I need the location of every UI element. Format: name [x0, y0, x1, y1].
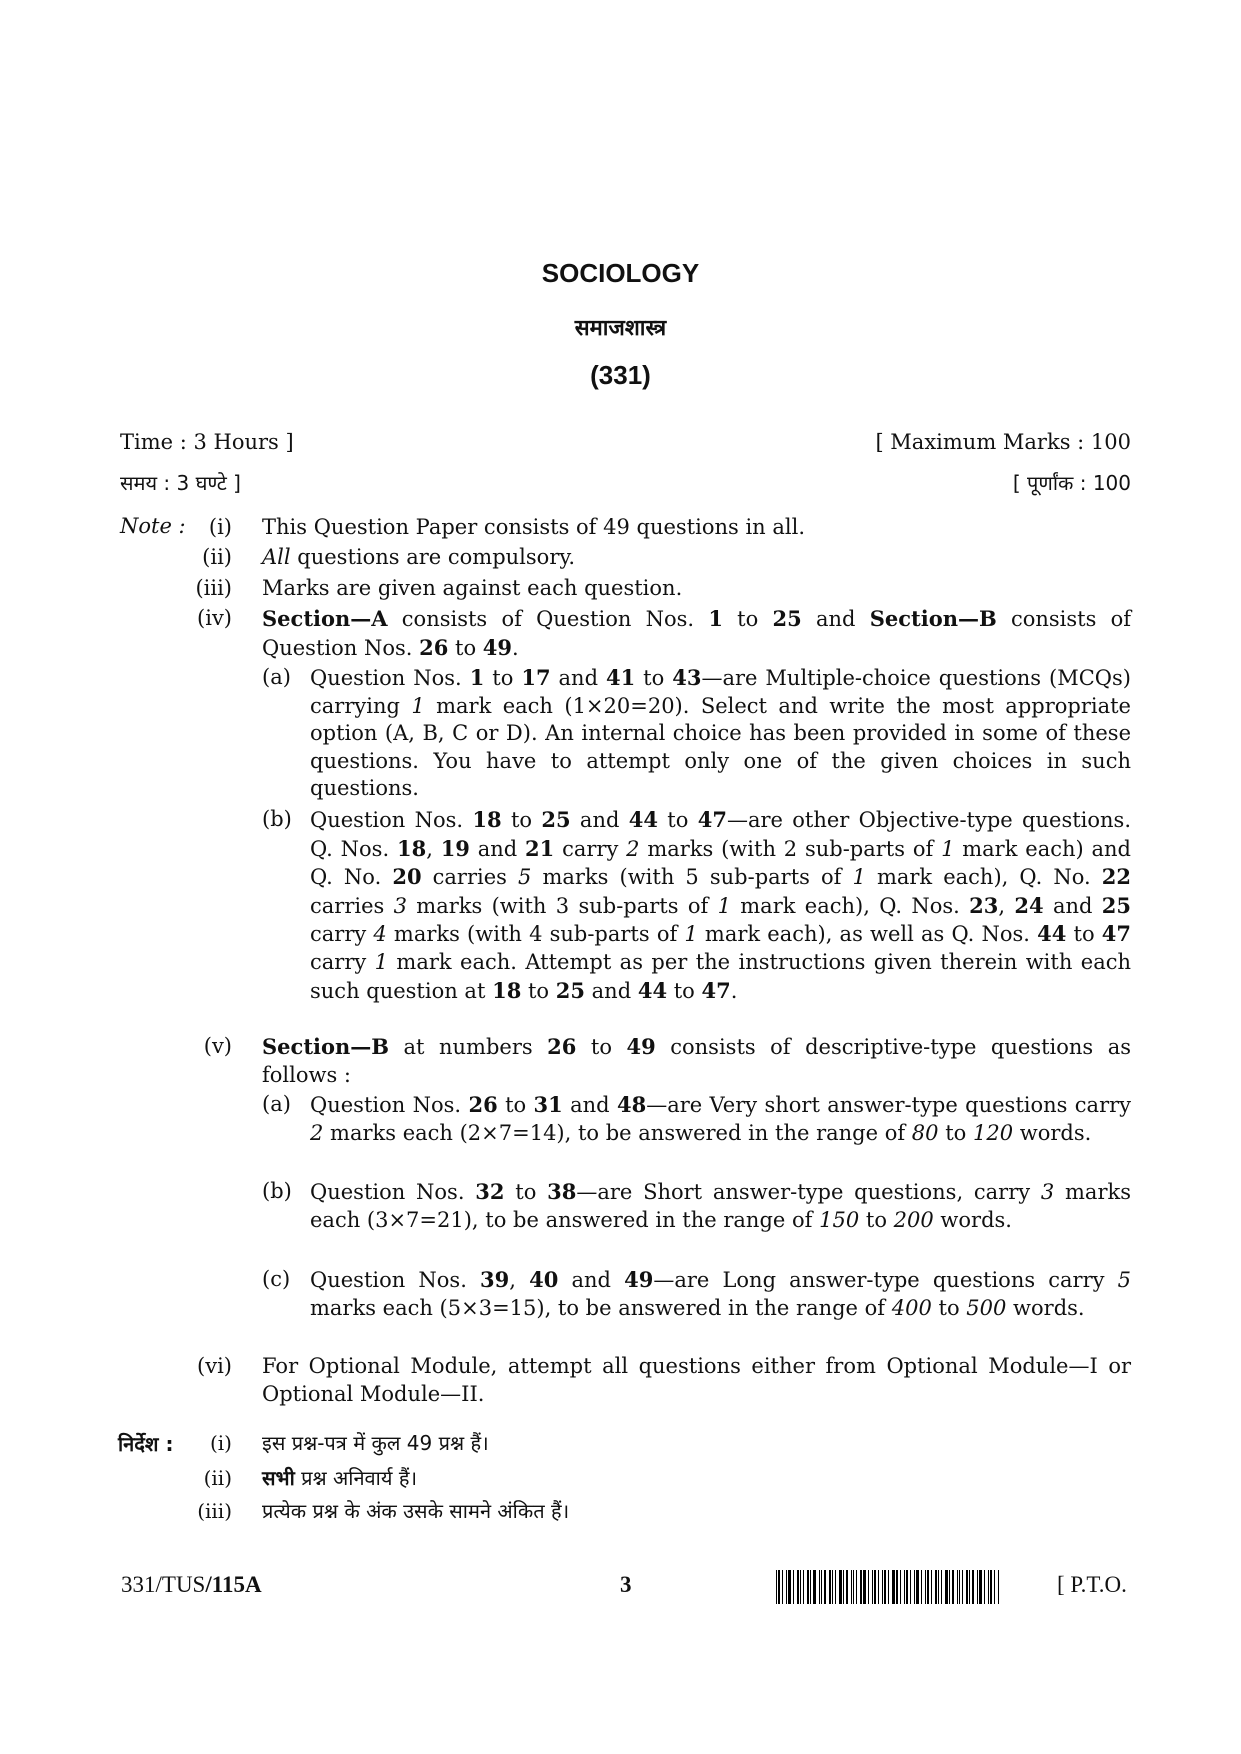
text-run: —are Very short answer-type questions carry: [646, 1093, 1132, 1117]
barcode-bar: [984, 1570, 985, 1604]
text-run: and: [562, 1093, 617, 1117]
hindi-instructions-label: निर्देश :: [118, 1432, 174, 1456]
paper-code: [121, 1572, 262, 1598]
text-run: 18: [492, 977, 522, 1003]
subject-title: SOCIOLOGY: [541, 258, 700, 288]
text-run: 1: [411, 693, 425, 718]
text-run: 47: [697, 807, 727, 832]
text-run: 25: [555, 977, 585, 1003]
instruction-number: (v): [203, 1034, 232, 1058]
text-run: 4: [373, 922, 387, 947]
text-run: —are Short answer-type questions, carry: [576, 1180, 1041, 1204]
instruction-text: [310, 806, 1131, 1005]
text-run: 1: [684, 922, 698, 947]
barcode-bar: [914, 1570, 915, 1604]
text-run: to: [484, 666, 522, 690]
text-run: 23: [969, 892, 999, 918]
text-run: Section—B: [869, 606, 997, 631]
barcode-bar: [782, 1570, 783, 1604]
text-run: words.: [1006, 1295, 1085, 1320]
time-label-hindi: समय : 3 घण्टे ]: [120, 471, 241, 495]
text-run: marks (with 3 sub-parts of: [406, 893, 718, 918]
text-run: 150: [819, 1207, 860, 1232]
barcode-bar: [941, 1570, 942, 1604]
barcode-bar: [860, 1570, 862, 1604]
text-run: प्रश्न अनिवार्य हैं।: [294, 1466, 418, 1490]
text-run: For Optional Module, attempt all questions either from Optional Module—I or Optional Module—II.: [262, 1354, 1131, 1406]
barcode-bar: [935, 1570, 937, 1604]
instruction-number: (b): [262, 807, 292, 831]
instruction-text: [310, 664, 1131, 803]
time-label: Time : 3 Hours ]: [120, 430, 294, 454]
text-run: All: [262, 545, 291, 569]
barcode-bar: [813, 1570, 816, 1604]
text-run: 38: [547, 1179, 577, 1204]
text-run: 39: [480, 1267, 510, 1292]
barcode-bar: [824, 1570, 826, 1604]
barcode-bar: [969, 1570, 970, 1604]
text-run: 25: [1101, 892, 1131, 918]
barcode-bar: [863, 1570, 866, 1604]
text-run: 44: [1037, 921, 1067, 947]
text-run: 44: [628, 807, 658, 832]
text-run: carry: [554, 836, 627, 861]
text-run: 400: [891, 1295, 932, 1320]
text-run: to: [938, 1120, 973, 1145]
barcode-bar: [778, 1570, 780, 1604]
text-run: mark each), Q. No.: [865, 865, 1102, 890]
text-run: mark each), as well as Q. Nos.: [697, 922, 1038, 947]
text-run: 3: [1040, 1180, 1055, 1204]
text-run: marks (with 4 sub-parts of: [386, 922, 685, 947]
text-run: carry: [310, 922, 374, 947]
barcode-bar: [952, 1570, 954, 1604]
text-run: 200: [893, 1207, 934, 1232]
text-run: and: [469, 836, 526, 861]
max-marks-label-hindi: [ पूर्णांक : 100: [1012, 471, 1131, 495]
text-run: to: [501, 808, 542, 832]
text-run: consists of Question Nos.: [262, 607, 1132, 660]
text-run: 25: [772, 606, 802, 631]
barcode-bar: [819, 1570, 820, 1604]
text-run: at numbers: [389, 1035, 548, 1059]
text-run: 5: [1117, 1268, 1132, 1292]
text-run: 43: [672, 665, 702, 690]
barcode-bar: [874, 1570, 876, 1604]
barcode-bar: [892, 1570, 895, 1604]
text-run: 49: [482, 634, 512, 660]
text-run: carry: [310, 949, 375, 974]
barcode-bar: [797, 1570, 799, 1604]
text-run: to: [859, 1207, 894, 1232]
text-run: 500: [966, 1295, 1007, 1320]
barcode-bar: [957, 1570, 958, 1604]
barcode-bar: [949, 1570, 950, 1604]
text-run: marks each (3×7=21), to be answered in the range of: [310, 1180, 1131, 1232]
text-run: carries: [310, 893, 394, 918]
text-run: 47: [701, 977, 731, 1003]
barcode-bar: [829, 1570, 831, 1604]
text-run: Question Nos.: [310, 666, 470, 690]
text-run: 40: [529, 1267, 559, 1292]
text-run: and: [584, 978, 638, 1003]
page-number: 3: [620, 1572, 632, 1597]
text-run: to: [657, 808, 698, 832]
text-run: and: [570, 808, 629, 832]
text-run: marks each (2×7=14), to be answered in the range of: [323, 1120, 912, 1145]
text-run: and: [801, 607, 870, 631]
text-run: 26: [419, 634, 449, 660]
text-run: words.: [933, 1207, 1012, 1232]
barcode-bar: [882, 1570, 883, 1604]
note-label: Note :: [120, 514, 186, 538]
instruction-number: (iv): [197, 606, 232, 630]
text-run: —are other Objective-type questions. Q. Nos.: [310, 808, 1131, 861]
barcode-bar: [925, 1570, 926, 1604]
text-run: 3: [393, 893, 407, 918]
text-run: 24: [1014, 892, 1044, 918]
instruction-text: [262, 1465, 1122, 1493]
text-run: —are Long answer-type questions carry: [653, 1268, 1118, 1292]
text-run: to: [635, 666, 673, 690]
text-run: Question Nos.: [310, 808, 473, 832]
text-run: .: [512, 635, 519, 660]
barcode-bar: [807, 1570, 809, 1604]
barcode-bar: [803, 1570, 804, 1604]
barcode-bar: [931, 1570, 932, 1604]
instruction-number: (a): [262, 1092, 291, 1116]
text-run: to: [1066, 922, 1102, 947]
barcode-bar: [979, 1570, 982, 1604]
barcode-bar: [839, 1570, 842, 1604]
text-run: 31: [533, 1092, 563, 1117]
text-run: marks (with 2 sub-parts of: [639, 836, 942, 861]
instruction-number: (c): [262, 1267, 291, 1291]
instruction-text: [262, 514, 1131, 542]
barcode-bar: [843, 1570, 844, 1604]
barcode-bar: [977, 1570, 978, 1604]
barcode-bar: [810, 1570, 811, 1604]
text-run: words.: [1013, 1120, 1092, 1145]
text-run: 49: [626, 1034, 656, 1059]
barcode-bar: [921, 1570, 922, 1604]
text-run: 44: [637, 977, 668, 1003]
instruction-text: [262, 544, 1131, 572]
instruction-number: (b): [262, 1179, 292, 1203]
text-run: 1: [708, 606, 723, 631]
text-run: 80: [911, 1120, 939, 1145]
instruction-text: [310, 1266, 1131, 1322]
barcode-bar: [835, 1570, 836, 1604]
text-run: and: [558, 1268, 625, 1292]
instruction-text: [262, 1430, 1122, 1458]
text-run: and: [550, 666, 606, 690]
text-run: ,: [998, 893, 1015, 918]
barcode-bar: [868, 1570, 869, 1604]
text-run: 21: [525, 835, 555, 861]
barcode-bar: [846, 1570, 848, 1604]
text-run: 17: [521, 665, 551, 690]
text-run: to: [448, 635, 483, 660]
text-run: to: [931, 1295, 967, 1320]
text-run: इस प्रश्न-पत्र में कुल 49 प्रश्न हैं।: [262, 1431, 489, 1455]
text-run: 19: [440, 835, 470, 861]
barcode-bar: [988, 1570, 989, 1604]
subject-title-hindi: समाजशास्त्र: [574, 316, 667, 341]
text-run: 1: [941, 836, 955, 861]
instruction-number: (iii): [197, 1499, 232, 1523]
barcode-bar: [788, 1570, 791, 1604]
text-run: 26: [547, 1034, 577, 1059]
instruction-text: [310, 1178, 1131, 1234]
barcode-bar: [786, 1570, 787, 1604]
instruction-text: [262, 1498, 1122, 1526]
instruction-text: [262, 575, 1131, 603]
barcode-bar: [800, 1570, 801, 1604]
text-run: 1: [852, 865, 866, 890]
instruction-number: (vi): [197, 1354, 232, 1378]
instruction-number: (ii): [202, 545, 232, 569]
text-run: 1: [374, 949, 389, 974]
text-run: ,: [426, 836, 441, 861]
text-run: 1: [717, 893, 731, 918]
text-run: ,: [509, 1268, 530, 1292]
barcode-bar: [878, 1570, 879, 1604]
barcode-bar: [793, 1570, 794, 1604]
barcode-bar: [990, 1570, 992, 1604]
instruction-text: [262, 605, 1131, 662]
barcode: [776, 1570, 1000, 1604]
instruction-number: (iii): [195, 576, 232, 600]
text-run: 25: [541, 807, 571, 832]
barcode-bar: [856, 1570, 857, 1604]
text-run: Question Nos.: [310, 1093, 469, 1117]
barcode-bar: [994, 1570, 995, 1604]
text-run: 5: [518, 865, 532, 890]
text-run: 48: [616, 1092, 647, 1117]
text-run: .: [730, 978, 738, 1003]
text-run: This Question Paper consists of 49 questions in all.: [262, 515, 806, 539]
text-run: 2: [626, 836, 640, 861]
subject-code: (331): [590, 360, 651, 390]
barcode-bar: [896, 1570, 898, 1604]
instruction-text: [310, 1091, 1131, 1147]
text-run: 49: [624, 1267, 654, 1292]
barcode-bar: [916, 1570, 919, 1604]
text-run: to: [576, 1035, 627, 1059]
paper-code-suffix: /115A: [205, 1572, 262, 1597]
text-run: 41: [605, 665, 636, 690]
barcode-bar: [906, 1570, 908, 1604]
barcode-bar: [872, 1570, 873, 1604]
text-run: 2: [310, 1120, 324, 1145]
text-run: 120: [972, 1120, 1014, 1145]
text-run: consists of Question Nos.: [387, 607, 709, 631]
instruction-text: [262, 1033, 1131, 1089]
barcode-bar: [821, 1570, 822, 1604]
text-run: 1: [469, 665, 485, 690]
barcode-bar: [959, 1570, 960, 1604]
text-run: to: [504, 1180, 548, 1204]
text-run: carries: [421, 865, 518, 890]
text-run: mark each. Attempt as per the instructions given therein with each such question at: [310, 949, 1131, 1003]
instruction-text: [262, 1353, 1131, 1408]
text-run: Section—B: [262, 1034, 390, 1059]
instruction-number: (i): [209, 1431, 232, 1455]
text-run: प्रत्येक प्रश्न के अंक उसके सामने अंकित हैं।: [262, 1499, 570, 1523]
text-run: सभी: [262, 1466, 295, 1490]
barcode-bar: [972, 1570, 974, 1604]
instruction-number: (a): [262, 665, 291, 689]
text-run: —are Multiple-choice questions (MCQs) carrying: [310, 666, 1131, 718]
barcode-bar: [938, 1570, 939, 1604]
text-run: 20: [392, 864, 422, 890]
text-run: Section—A: [262, 606, 388, 631]
text-run: Question Nos.: [310, 1180, 476, 1204]
text-run: mark each), Q. Nos.: [730, 893, 970, 918]
barcode-bar: [945, 1570, 948, 1604]
text-run: questions are compulsory.: [290, 545, 576, 569]
text-run: to: [521, 978, 556, 1003]
barcode-bar: [832, 1570, 833, 1604]
pto-label: [ P.T.O.: [1057, 1572, 1127, 1597]
max-marks-label: [ Maximum Marks : 100: [875, 430, 1131, 454]
text-run: 47: [1101, 921, 1131, 947]
instruction-number: (ii): [203, 1466, 232, 1490]
text-run: to: [667, 978, 702, 1003]
barcode-bar: [927, 1570, 929, 1604]
barcode-bar: [900, 1570, 901, 1604]
text-run: 18: [472, 807, 502, 832]
barcode-bar: [966, 1570, 968, 1604]
barcode-bar: [776, 1570, 777, 1604]
barcode-bar: [853, 1570, 854, 1604]
barcode-bar: [884, 1570, 886, 1604]
text-run: and: [1043, 893, 1102, 918]
text-run: 32: [475, 1179, 505, 1204]
barcode-bar: [851, 1570, 852, 1604]
barcode-bar: [904, 1570, 905, 1604]
text-run: to: [497, 1093, 534, 1117]
barcode-bar: [998, 1570, 999, 1604]
barcode-bar: [888, 1570, 889, 1604]
paper-code-prefix: 331/TUS: [121, 1572, 206, 1597]
text-run: 18: [396, 835, 427, 861]
text-run: consists of descriptive-type questions as follows :: [262, 1035, 1131, 1087]
barcode-bar: [910, 1570, 911, 1604]
text-run: mark each) and Q. No.: [310, 836, 1131, 890]
barcode-bar: [962, 1570, 963, 1604]
text-run: Question Nos.: [310, 1268, 481, 1292]
text-run: Marks are given against each question.: [262, 576, 683, 600]
text-run: 22: [1101, 864, 1131, 890]
text-run: mark each (1×20=20). Select and write the most appropriate option (A, B, C or D). An internal choice has been provided in some of these questions. You have to attempt only one of the given choices in such questions.: [310, 693, 1131, 801]
text-run: 26: [468, 1092, 498, 1117]
text-run: marks (with 5 sub-parts of: [531, 865, 853, 890]
instruction-number: (i): [208, 515, 232, 539]
text-run: to: [722, 607, 773, 631]
text-run: marks each (5×3=15), to be answered in the range of: [310, 1295, 892, 1320]
